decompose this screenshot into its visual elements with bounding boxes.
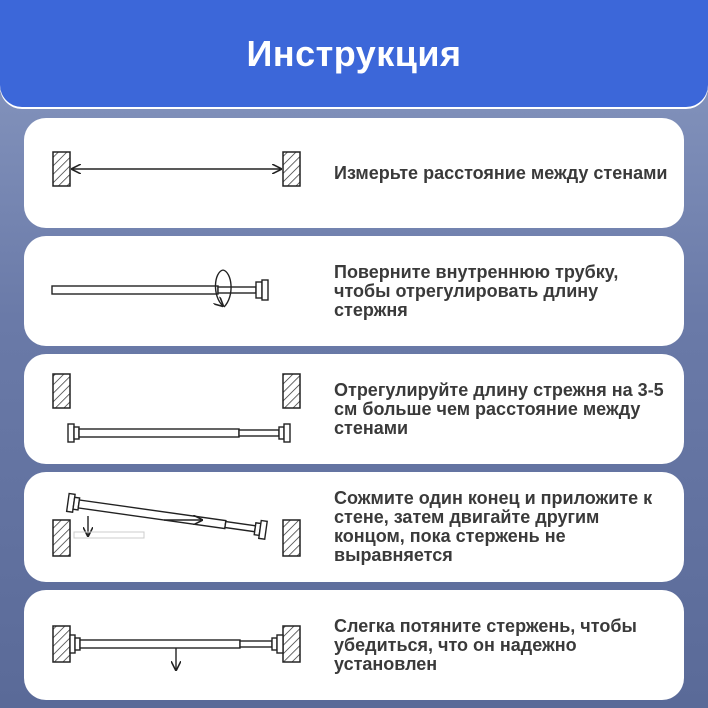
step-1-text: Измерьте расстояние между стенами [334, 162, 668, 183]
step-card-4 [24, 472, 684, 582]
rod-cap-left [75, 638, 80, 650]
rod-end [262, 280, 268, 300]
rod-end-left [68, 424, 74, 442]
rod-end-right [277, 635, 283, 653]
rod-end-left [70, 635, 75, 653]
wall-right [283, 626, 300, 662]
rod-cap [256, 282, 262, 298]
header-banner [0, 0, 708, 107]
step-card-1 [24, 118, 684, 228]
measure-walls-illustration [24, 118, 344, 228]
wall-left [53, 374, 70, 408]
rod-inner [218, 287, 256, 293]
step-5-text: Слегка потяните стержень, чтобы убедиться, что он надежно установлен [334, 615, 637, 674]
wall-right [283, 152, 300, 186]
rod-inner [240, 641, 272, 647]
wall-right [283, 520, 300, 556]
check-rod-illustration [24, 590, 344, 700]
rod-outer [80, 640, 240, 648]
step-2-text: Поверните внутреннюю трубку, чтобы отрегулировать длину стержня [334, 261, 619, 320]
step-3-text: Отрегулируйте длину стрежня на 3-5 см больше чем расстояние между стенами [334, 379, 664, 438]
wall-right [283, 374, 300, 408]
rod-cap-right [279, 427, 284, 439]
step-card-3 [24, 354, 684, 464]
rod-inner [239, 430, 279, 436]
ghost-rod [74, 532, 144, 538]
wall-left [53, 520, 70, 556]
rod-cap-left [74, 427, 79, 439]
rod-outer [79, 429, 239, 437]
rod-cap-right [272, 638, 277, 650]
step-card-2 [24, 236, 684, 346]
rotate-tube-illustration [24, 236, 344, 346]
wall-left [53, 626, 70, 662]
page-title: Инструкция [246, 32, 462, 74]
rod-outer [52, 286, 218, 294]
install-rod-illustration [24, 472, 344, 582]
adjust-length-illustration [24, 354, 344, 464]
step-card-5 [24, 590, 684, 700]
step-4-text: Сожмите один конец и приложите к стене, затем двигайте другим концом, пока стержень не выравняется [334, 488, 653, 565]
wall-left [53, 152, 70, 186]
rod-end-right [284, 424, 290, 442]
